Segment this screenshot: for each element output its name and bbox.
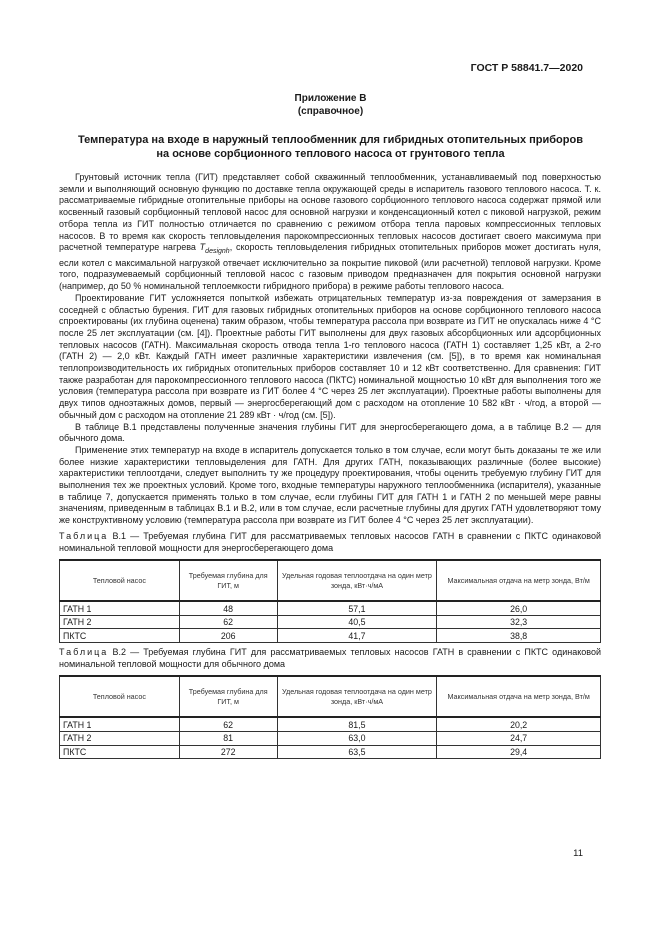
table-cell: 272: [179, 745, 277, 759]
table-2-header-max-yield: Максимальная отдача на метр зонда, Вт/м: [437, 676, 601, 717]
table-row: [60, 629, 601, 643]
table-cell: 29,4: [437, 745, 601, 759]
table-cell: 57,1: [277, 601, 437, 615]
table-row: [60, 615, 601, 629]
paragraph-4: Применение этих температур на входе в испаритель допускается только в том случае, если могут быть доказаны те же или более низкие характеристики тепловыделения для ГАТН. Для других ГАТН, показывающих различные (более высокие) характеристики теплоотдачи, следует выполнить ту же процедуру проектирования, чтобы оценить требуемую глубину ГИТ для выполнения тех же проектных условий. Кроме того, входные температуры наружного теплообменника (испарителя), указанные в таблице 7, допускается применять только в том случае, если глубины ГИТ для ГАТН 1 и ГАТН 2 по меньшей мере равны значениям, приведенным в таблицах В.1 и В.2, или в том случае, если расчетные глубины для других ГАТН удовлетворяют тому же конструктивному условию (температура рассола при возврате из ГИТ более 4 °С через 25 лет эксплуатации).: [59, 444, 601, 526]
table-cell: ГАТН 1: [60, 717, 180, 731]
table-cell: ГАТН 1: [60, 601, 180, 615]
standard-number: ГОСТ Р 58841.7—2020: [470, 62, 583, 74]
table-cell: 26,0: [437, 601, 601, 615]
table-2-label: Таблица: [59, 647, 109, 658]
table-cell: 63,5: [277, 745, 437, 759]
section-title-line-1: Температура на входе в наружный теплообменник для гибридных отопительных приборов: [78, 134, 583, 146]
table-1-label: Таблица: [59, 530, 109, 541]
appendix-title: Приложение В: [294, 93, 367, 104]
table-cell: 81: [179, 732, 277, 746]
table-cell: 38,8: [437, 629, 601, 643]
table-2-header-pump: Тепловой насос: [60, 676, 180, 717]
table-1-header-depth: Требуемая глубина для ГИТ, м: [179, 560, 277, 601]
table-2-header-depth: Требуемая глубина для ГИТ, м: [179, 676, 277, 717]
table-cell: ПКТС: [60, 629, 180, 643]
table-1-header-max-yield: Максимальная отдача на метр зонда, Вт/м: [437, 560, 601, 601]
table-cell: 32,3: [437, 615, 601, 629]
table-cell: ГАТН 2: [60, 615, 180, 629]
table-2-header-annual-yield: Удельная годовая теплоотдача на один метр зонда, кВт·ч/мА: [277, 676, 437, 717]
paragraph-1: Грунтовый источник тепла (ГИТ) представляет собой скважинный теплообменник, устанавливаемый под поверхностью земли и выполняющий основную функцию по доставке тепла окружающей среды в испаритель газового теплового насоса. Т. к. рассматриваемые гибридные отопительные приборы на основе газового сорбционного теплового насоса содержат прямой или косвенный газовый сорбционный тепловой насос для основной нагрузки и конденсационный котел с пиковой нагрузкой, режим отбора тепла из ГИТ полностью отличается по сравнению с режимом отбора тепла паровых компрессионных тепловых насосов. В то время как скорость тепловыделения парокомпрессионных тепловых насосов достигает своего максимума при расчетной температуре нагрева $T_{designh}$, скорость тепловыделения гибридных отопительных приборов может достигать нуля, если котел с максимальной нагрузкой отвечает исключительно за покрытие пиковой (или расчетной) тепловой нагрузки. Кроме того, подразумеваемый сорбционный тепловой насос с газовым приводом предназначен для покрытия основной нагрузки (например, до 50 % номинальной теплоемкости гибридного прибора) в режиме работы теплового насоса.: [59, 172, 601, 292]
table-cell: 41,7: [277, 629, 437, 643]
table-1: [59, 559, 601, 643]
table-1-header-row: [60, 560, 601, 601]
table-cell: 24,7: [437, 732, 601, 746]
table-2-caption-text: В.2 — Требуемая глубина ГИТ для рассматриваемых тепловых насосов ГАТН в сравнении с ПКТС одинаковой номинальной тепловой мощности для обычного дома: [59, 647, 601, 669]
table-2-header-row: [60, 676, 601, 717]
table-2-caption: [59, 647, 601, 670]
table-row: [60, 717, 601, 731]
document-body: [59, 172, 601, 759]
temperature-symbol: T: [199, 242, 206, 253]
paragraph-2: Проектирование ГИТ усложняется попыткой избежать отрицательных температур из-за повреждения от замерзания в соседней с областью бурения. ГИТ для газовых гибридных отопительных приборов на основе сорбционного теплового насоса спроектированы (их глубина оценена) таким образом, чтобы температура рассола при возврате из ГИТ не опускалась ниже 4 °С после 25 лет эксплуатации (см. [4]). Проектные работы ГИТ выполнены для двух газовых абсорбционных или адсорбционных тепловых насосов (ГАТН). Максимальная скорость отвода тепла 1-го теплового насоса (ГАТН 1) составляет 1,25 кВт, а 2-го (ГАТН 2) — 2,0 кВт. Каждый ГАТН имеет различные характеристики извлечения (см. [5]), в то время как номинальная теплопроизводительность их гибридных отопительных приборов составляет 10 и 12 кВт соответственно. Для сравнения: ГИТ также разработан для парокомпрессионного теплового насоса (ПКТС) номинальной мощностью 10 кВт для выполнения того же условия (температура рассола при возврате из ГИТ более 4 °С через 25 лет эксплуатации). Проектные работы выполнены для двух типов одноэтажных домов, первый — энергосберегающий дом с расходом на отопление 10 582 кВт · ч/год, а второй — обычный дом с расходом на отопление 21 289 кВт · ч/год (см. [5]).: [59, 292, 601, 420]
table-cell: 206: [179, 629, 277, 643]
page-number: 11: [573, 848, 583, 859]
table-cell: ПКТС: [60, 745, 180, 759]
paragraph-3: В таблице В.1 представлены полученные значения глубины ГИТ для энергосберегающего дома, а в таблице В.2 — для обычного дома.: [59, 421, 601, 444]
table-cell: 48: [179, 601, 277, 615]
appendix-heading: [0, 92, 661, 118]
table-1-header-annual-yield: Удельная годовая теплоотдача на один метр зонда, кВт·ч/мА: [277, 560, 437, 601]
table-cell: ГАТН 2: [60, 732, 180, 746]
table-2: [59, 675, 601, 759]
table-cell: 62: [179, 717, 277, 731]
section-title: [60, 133, 601, 161]
temperature-subscript: designh: [205, 248, 230, 256]
table-row: [60, 745, 601, 759]
appendix-subtitle: (справочное): [297, 106, 364, 117]
table-cell: 40,5: [277, 615, 437, 629]
table-row: [60, 732, 601, 746]
table-cell: 62: [179, 615, 277, 629]
table-1-caption: [59, 531, 601, 554]
table-cell: 20,2: [437, 717, 601, 731]
table-1-header-pump: Тепловой насос: [60, 560, 180, 601]
table-row: [60, 601, 601, 615]
table-cell: 81,5: [277, 717, 437, 731]
table-cell: 63,0: [277, 732, 437, 746]
table-1-caption-text: В.1 — Требуемая глубина ГИТ для рассматриваемых тепловых насосов ГАТН в сравнении с ПКТС одинаковой номинальной тепловой мощности для энергосберегающего дома: [59, 530, 601, 553]
section-title-line-2: на основе сорбционного теплового насоса от грунтового тепла: [156, 148, 505, 160]
